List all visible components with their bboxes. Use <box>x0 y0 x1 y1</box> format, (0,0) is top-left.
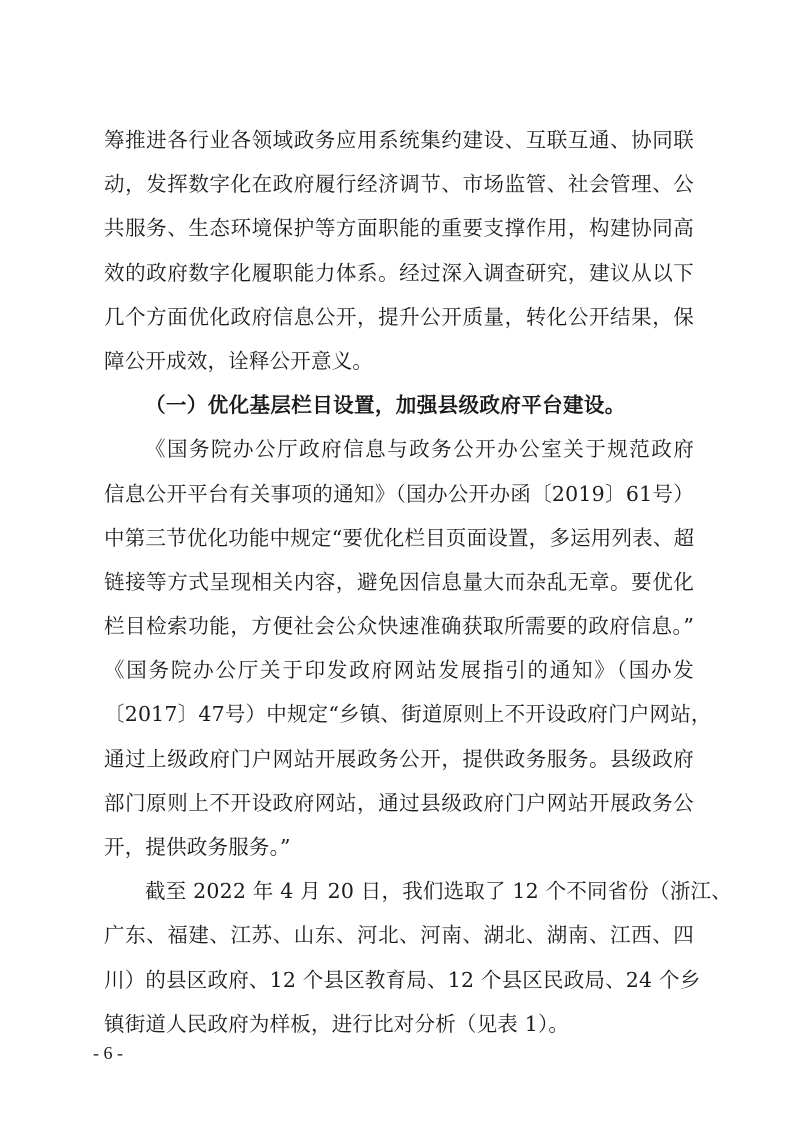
paragraph-line: 信息公开平台有关事项的通知》（国办公开办函〔2019〕61号） <box>104 481 694 506</box>
paragraph-line: 〔2017〕47号）中规定“乡镇、街道原则上不开设政府门户网站， <box>104 702 712 727</box>
paragraph-line: 中第三节优化功能中规定“要优化栏目页面设置，多运用列表、超 <box>104 525 695 550</box>
paragraph-line: 障公开成效，诠释公开意义。 <box>104 348 374 373</box>
paragraph-line: 筹推进各行业各领域政务应用系统集约建设、互联互通、协同联 <box>104 128 694 152</box>
paragraph-line: 开，提供政务服务。” <box>104 835 291 859</box>
paragraph-line: 几个方面优化政府信息公开，提升公开质量，转化公开结果，保 <box>104 304 694 329</box>
paragraph-line: 栏目检索功能，方便社会公众快速准确获取所需要的政府信息。” <box>104 614 694 639</box>
paragraph-line: 效的政府数字化履职能力体系。经过深入调查研究，建议从以下 <box>104 260 694 285</box>
paragraph-line: 链接等方式呈现相关内容，避免因信息量大而杂乱无章。要优化 <box>104 569 694 594</box>
paragraph-line: 广东、福建、江苏、山东、河北、河南、湖北、湖南、江西、四 <box>104 923 694 948</box>
paragraph-line: 部门原则上不开设政府网站，通过县级政府门户网站开展政务公 <box>104 790 694 815</box>
paragraph-line: 《国务院办公厅关于印发政府网站发展指引的通知》（国办发 <box>104 658 694 683</box>
body-text <box>104 118 732 1046</box>
paragraph-line: 动，发挥数字化在政府履行经济调节、市场监管、社会管理、公 <box>104 172 694 197</box>
paragraph-line: 共服务、生态环境保护等方面职能的重要支撑作用，构建协同高 <box>104 216 694 241</box>
page-number: - 6 - <box>93 1043 123 1063</box>
paragraph-line: 镇街道人民政府为样板，进行比对分析（见表 1）。 <box>104 1011 570 1036</box>
paragraph-line: 通过上级政府门户网站开展政务公开，提供政务服务。县级政府 <box>104 746 694 771</box>
section-heading: （一）优化基层栏目设置，加强县级政府平台建设。 <box>145 393 626 418</box>
paragraph-line: 截至 2022 年 4 月 20 日，我们选取了 12 个不同省份（浙江、 <box>145 879 732 904</box>
paragraph-line: 《国务院办公厅政府信息与政务公开办公室关于规范政府 <box>145 437 694 462</box>
paragraph-line: 川）的县区政府、12 个县区教育局、12 个县区民政局、24 个乡 <box>104 967 701 992</box>
